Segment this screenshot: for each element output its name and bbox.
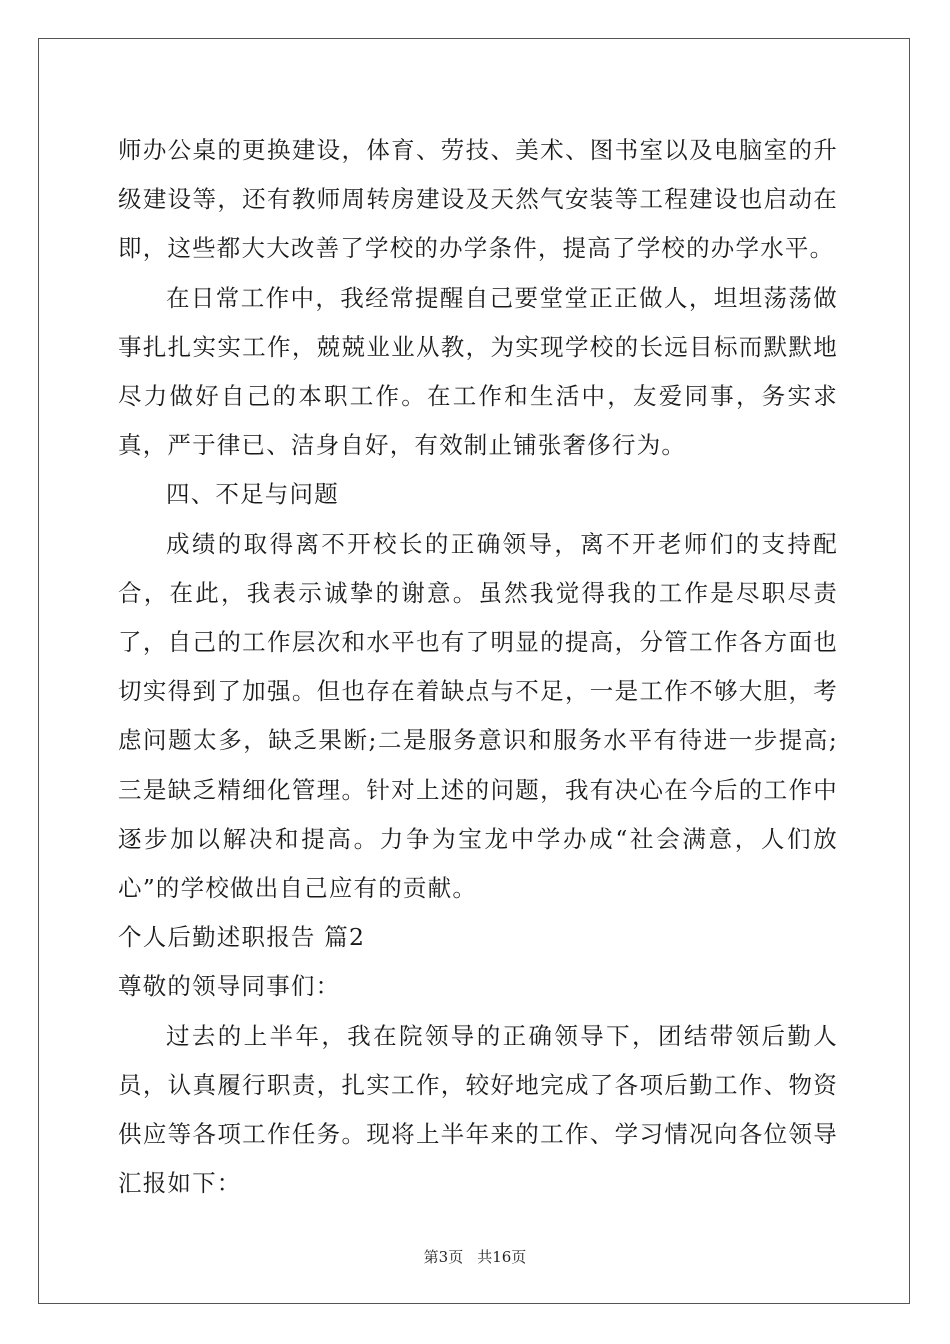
report-title: 个人后勤述职报告 篇2 (118, 923, 366, 952)
salutation: 尊敬的领导同事们： (118, 972, 341, 1001)
section-heading: 四、不足与问题 (166, 480, 339, 509)
page-footer (0, 1247, 950, 1267)
paragraph-2: 在日常工作中，我经常提醒自己要堂堂正正做人，坦坦荡荡做事扎扎实实工作，兢兢业业从教，为实现学校的长远目标而默默地尽力做好自己的本职工作。在工作和生活中，友爱同事，务实求真，严于律已、洁身自好，有效制止铺张奢侈行为。 (118, 283, 838, 460)
paragraph-4: 过去的上半年，我在院领导的正确领导下，团结带领后勤人员，认真履行职责，扎实工作，较好地完成了各项后勤工作、物资供应等各项工作任务。现将上半年来的工作、学习情况向各位领导汇报如下： (118, 1021, 838, 1198)
paragraph-3: 成绩的取得离不开校长的正确领导，离不开老师们的支持配合，在此，我表示诚挚的谢意。虽然我觉得我的工作是尽职尽责了，自己的工作层次和水平也有了明显的提高，分管工作各方面也切实得到了加强。但也存在着缺点与不足，一是工作不够大胆，考虑问题太多，缺乏果断;二是服务意识和服务水平有待进一步提高;三是缺乏精细化管理。针对上述的问题，我有决心在今后的工作中逐步加以解决和提高。力争为宝龙中学办成“社会满意，人们放心”的学校做出自己应有的贡献。 (118, 529, 838, 903)
page-total: 共16页 (477, 1248, 527, 1266)
paragraph-1: 师办公桌的更换建设，体育、劳技、美术、图书室以及电脑室的升级建设等，还有教师周转房建设及天然气安装等工程建设也启动在即，这些都大大改善了学校的办学条件，提高了学校的办学水平。 (118, 136, 838, 263)
document-body (118, 126, 838, 1208)
page-number: 第3页 (423, 1248, 464, 1266)
